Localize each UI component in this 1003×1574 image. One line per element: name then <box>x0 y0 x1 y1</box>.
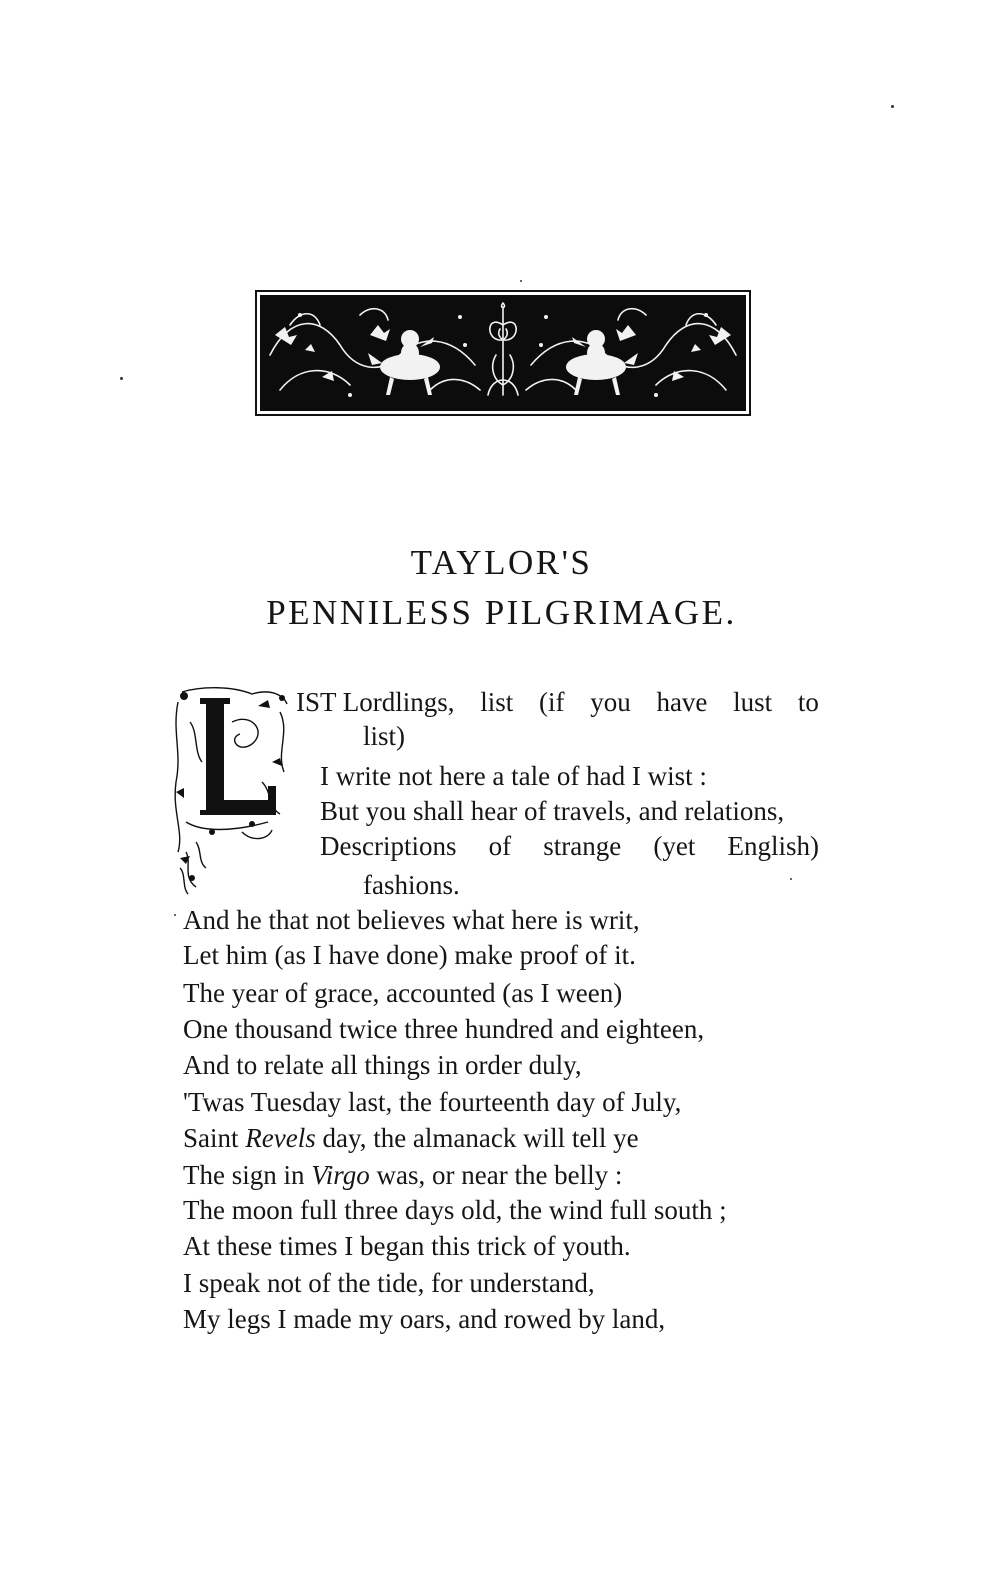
verse-line: I speak not of the tide, for understand, <box>183 1268 595 1298</box>
verse-line-1-words <box>296 685 819 719</box>
verse-word: IST Lordlings, <box>296 687 455 717</box>
verse-word: you <box>590 687 631 717</box>
verse-line: My legs I made my oars, and rowed by land, <box>183 1304 666 1334</box>
verse-line-saint: Saint Revels day, the almanack will tell ye <box>183 1123 639 1153</box>
verse-word: of <box>488 831 512 861</box>
scan-speck <box>520 280 522 282</box>
verse-line-4-words <box>320 829 819 863</box>
headpiece-engraving-icon <box>260 295 746 411</box>
verse-word: lust <box>733 687 773 717</box>
verse-line: Let him (as I have done) make proof of it. <box>183 940 636 970</box>
verse-line: The moon full three days old, the wind full south ; <box>183 1195 727 1225</box>
verse-line-2: I write not here a tale of had I wist : <box>320 761 707 791</box>
verse-line-sign: The sign in Virgo was, or near the belly : <box>183 1160 623 1190</box>
verse-line-3: But you shall hear of travels, and relations, <box>320 796 785 826</box>
verse-word: list <box>480 687 514 717</box>
italic-word: Virgo <box>311 1160 370 1190</box>
scan-speck <box>790 878 792 880</box>
verse-word: English) <box>727 831 819 861</box>
verse-word: strange <box>543 831 622 861</box>
verse-word: Descriptions <box>320 831 457 861</box>
headpiece-ornament-svg <box>260 295 746 411</box>
verse-line: And he that not believes what here is writ, <box>183 905 640 935</box>
verse-word: (yet <box>653 831 696 861</box>
verse-line: And to relate all things in order duly, <box>183 1050 582 1080</box>
page-subtitle: PENNILESS PILGRIMAGE. <box>266 593 737 632</box>
verse-line-4 <box>320 829 819 863</box>
scan-speck <box>174 914 176 916</box>
scan-speck <box>120 377 123 380</box>
page-title: TAYLOR'S <box>410 543 593 582</box>
verse-line-1-continuation: list) <box>363 721 406 751</box>
scan-speck <box>891 105 894 108</box>
verse-word: have <box>656 687 708 717</box>
verse-line: One thousand twice three hundred and eighteen, <box>183 1014 705 1044</box>
verse-line: The year of grace, accounted (as I ween) <box>183 978 623 1008</box>
verse-line: At these times I began this trick of youth. <box>183 1231 631 1261</box>
verse-line-1 <box>296 685 819 719</box>
verse-word: to <box>797 687 819 717</box>
verse-word: (if <box>539 687 565 717</box>
ornamental-initial-L-icon <box>172 682 292 897</box>
verse-line-4-continuation: fashions. <box>363 870 460 900</box>
verse-line: 'Twas Tuesday last, the fourteenth day of July, <box>183 1087 682 1117</box>
italic-word: Revels <box>245 1123 316 1153</box>
ornamental-headpiece <box>255 290 751 416</box>
dropcap-svg <box>172 682 292 897</box>
